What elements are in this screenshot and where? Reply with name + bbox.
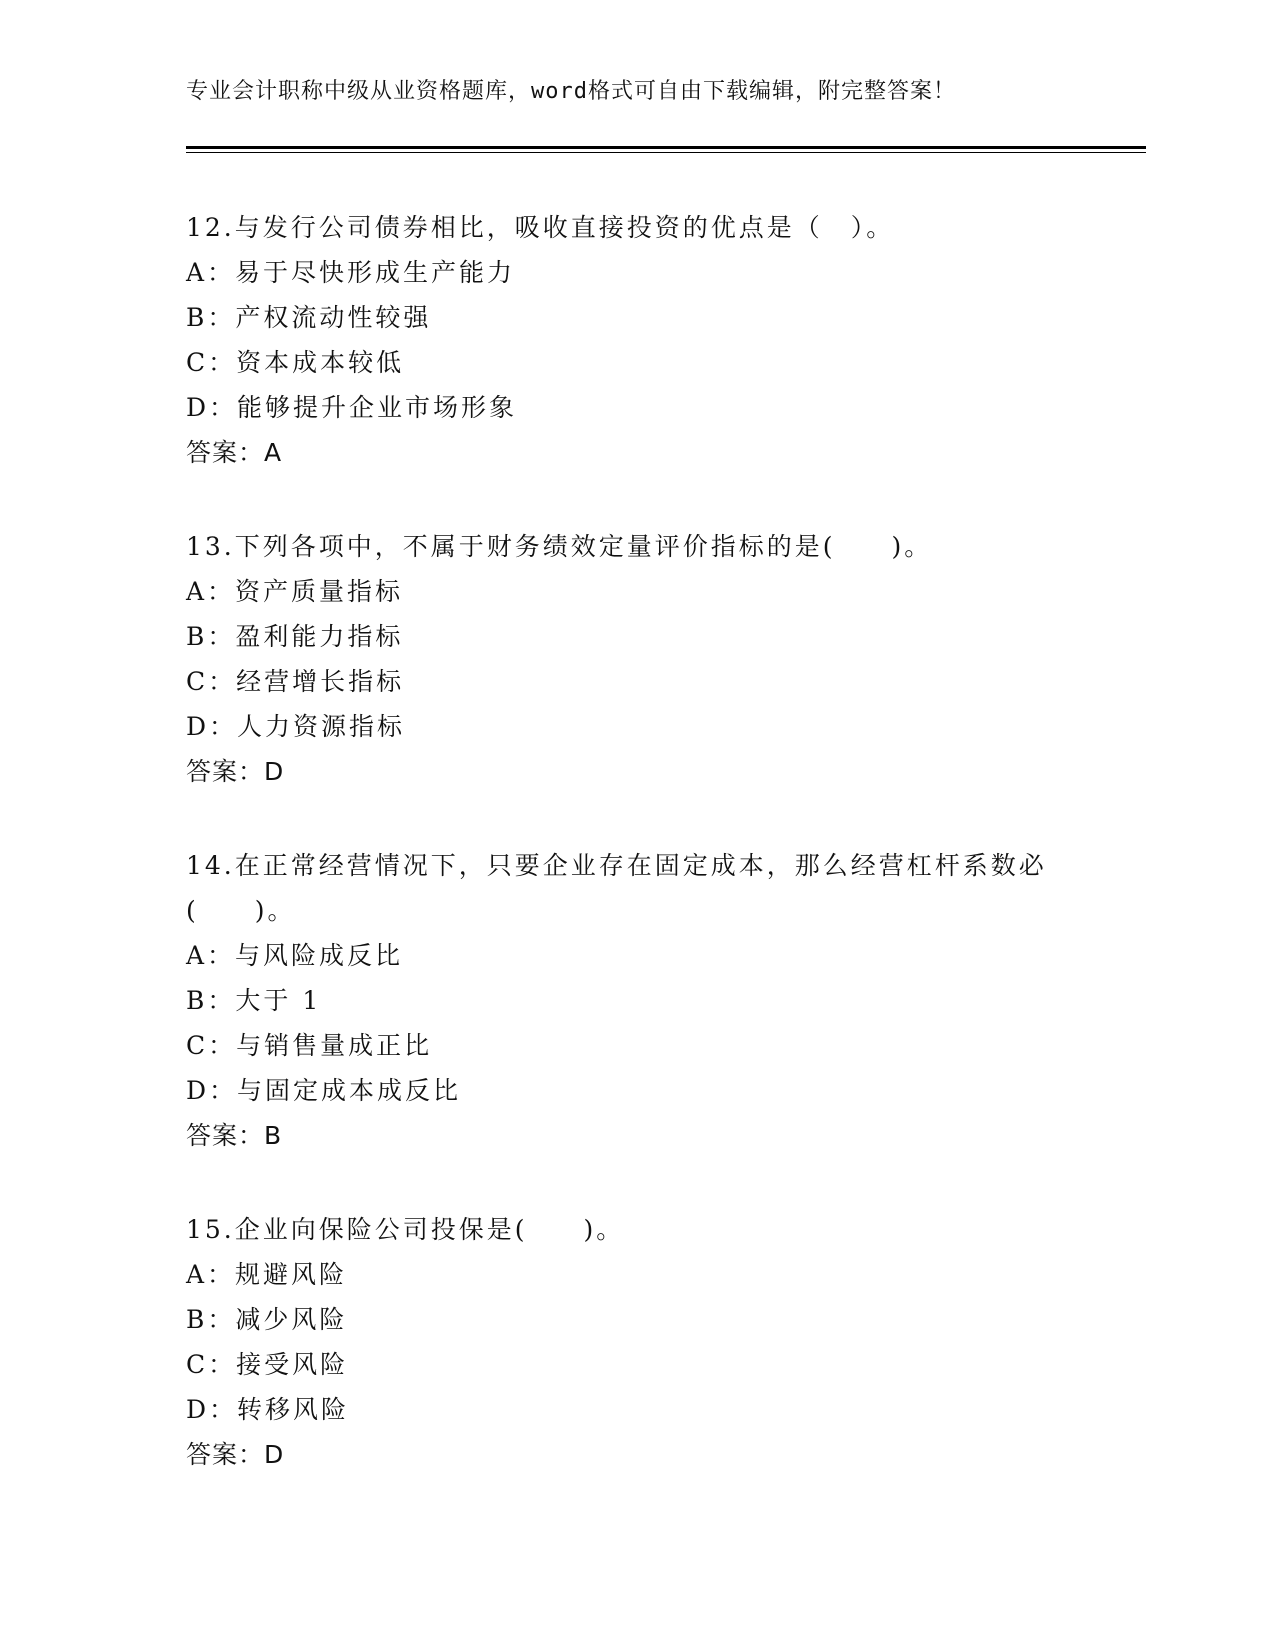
option-a: A：资产质量指标 [186, 577, 404, 606]
question-14 [186, 843, 1086, 1158]
question-stem: 12.与发行公司债券相比，吸收直接投资的优点是（ ）。 [186, 213, 895, 242]
question-12 [186, 205, 1086, 475]
option-b: B：产权流动性较强 [186, 303, 432, 332]
question-15 [186, 1207, 1086, 1477]
option-c: C：资本成本较低 [186, 348, 405, 377]
question-list [186, 205, 1086, 1526]
question-13 [186, 524, 1086, 794]
option-d: D：能够提升企业市场形象 [186, 393, 518, 422]
question-stem-line-1: 14.在正常经营情况下，只要企业存在固定成本，那么经营杠杆系数必 [186, 851, 1047, 880]
question-stem: 15.企业向保险公司投保是( )。 [186, 1215, 625, 1244]
answer-line: 答案：D [186, 757, 285, 786]
question-stem: 13.下列各项中，不属于财务绩效定量评价指标的是( )。 [186, 532, 933, 561]
option-b: B：减少风险 [186, 1305, 348, 1334]
option-b: B：大于 1 [186, 986, 322, 1015]
option-b: B：盈利能力指标 [186, 622, 404, 651]
option-a: A：易于尽快形成生产能力 [186, 258, 516, 287]
answer-line: 答案：A [186, 438, 283, 467]
option-c: C：与销售量成正比 [186, 1031, 433, 1060]
option-a: A：规避风险 [186, 1260, 348, 1289]
header-rule-thin [186, 152, 1146, 153]
option-d: D：与固定成本成反比 [186, 1076, 462, 1105]
page-header: 专业会计职称中级从业资格题库，word格式可自由下载编辑，附完整答案！ [186, 79, 956, 104]
question-stem-line-2: ( )。 [186, 896, 296, 925]
answer-line: 答案：D [186, 1440, 285, 1469]
header-rule-thick [186, 146, 1146, 149]
option-c: C：经营增长指标 [186, 667, 405, 696]
answer-line: 答案：B [186, 1121, 283, 1150]
option-c: C：接受风险 [186, 1350, 349, 1379]
option-d: D：转移风险 [186, 1395, 350, 1424]
option-d: D：人力资源指标 [186, 712, 406, 741]
option-a: A：与风险成反比 [186, 941, 404, 970]
